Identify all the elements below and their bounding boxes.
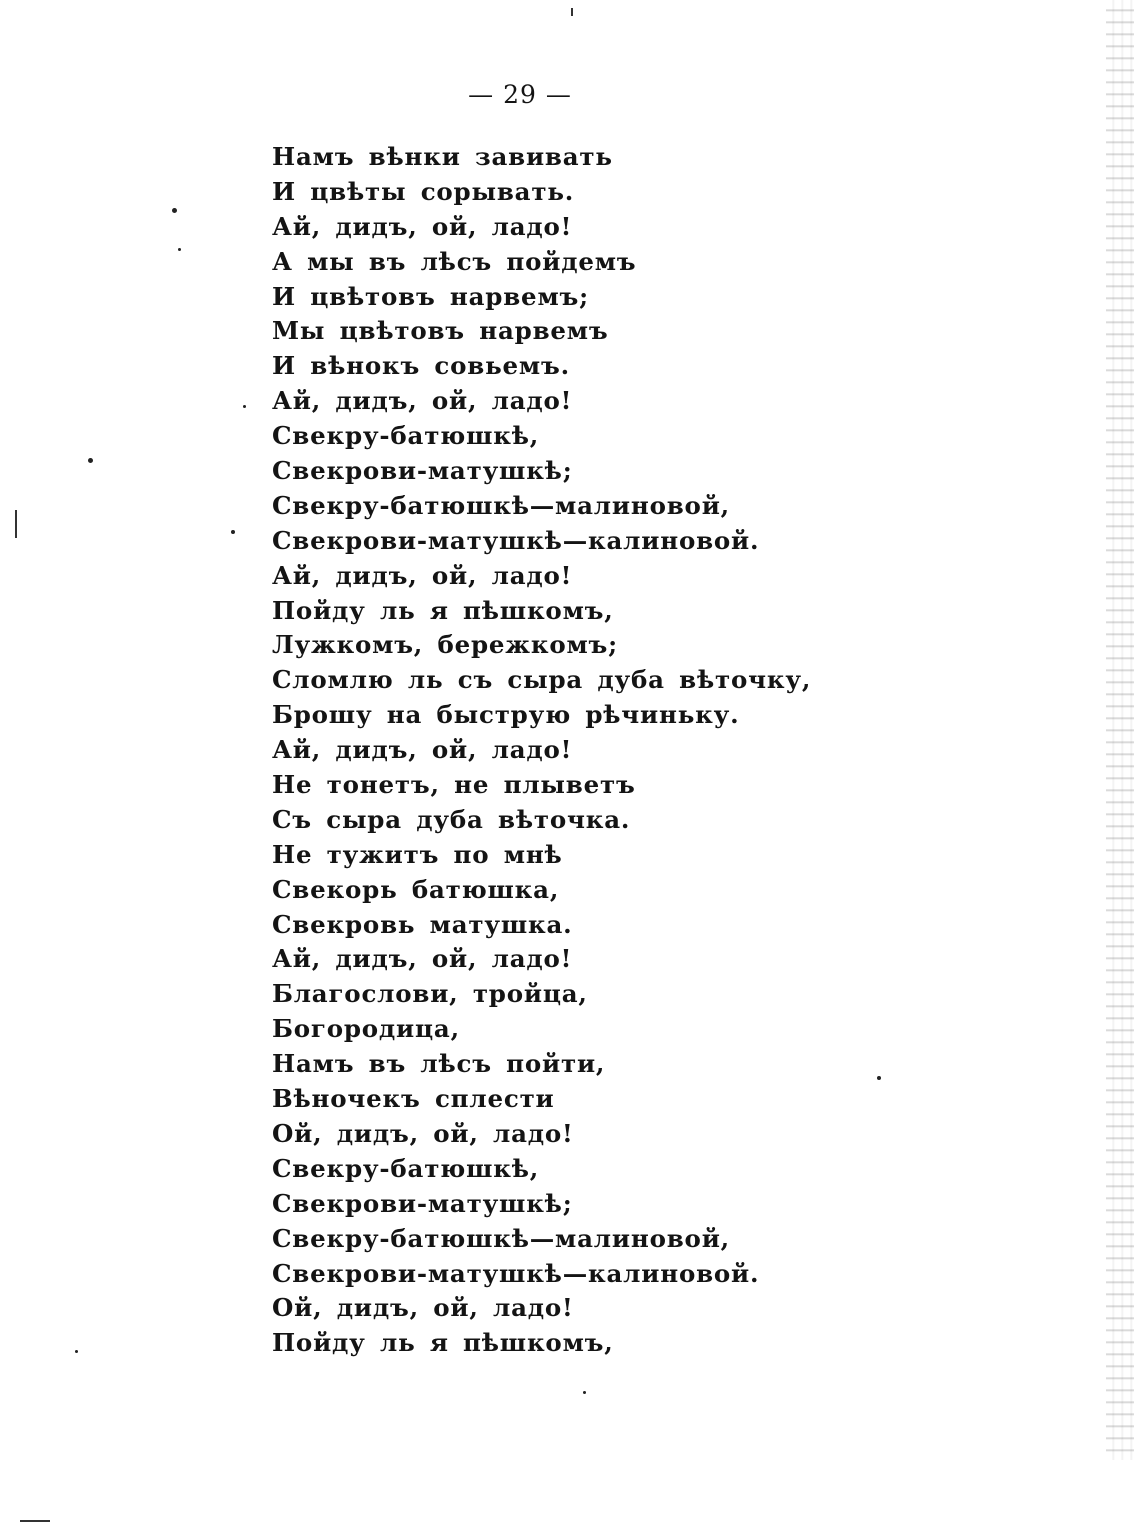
verse-line: Богородица, [272,1014,460,1044]
verse-line: А мы въ лѣсъ пойдемъ [272,246,637,276]
verse-line: Мы цвѣтовъ нарвемъ [272,316,609,346]
verse-line: Брошу на быструю рѣчиньку. [272,700,740,730]
verse-line: Вѣночекъ сплести [272,1084,555,1114]
verse-line: Пойду ль я пѣшкомъ, [272,595,614,625]
scan-mark [20,1520,50,1522]
verse-line: Свекорь батюшка, [272,874,560,904]
verse-line: Ай, дидъ, ой, ладо! [272,944,573,974]
verse-line: Свекрови-матушкѣ; [272,456,573,486]
verse-line: Ай, дидъ, ой, ладо! [272,735,573,765]
verse-line: И вѣнокъ совьемъ. [272,351,570,381]
verse-line: Ой, дидъ, ой, ладо! [272,1118,574,1148]
verse-line: Благослови, тройца, [272,979,588,1009]
page-number: — 29 — [468,80,572,109]
verse-line: Свекру-батюшкѣ, [272,1153,540,1183]
scan-edge-noise [1106,0,1134,1460]
verse-text [272,140,811,1361]
scan-speck [178,248,181,251]
verse-line: Лужкомъ, бережкомъ; [272,630,618,660]
verse-line: Не тонетъ, не плыветъ [272,770,636,800]
scan-mark [571,8,573,16]
verse-line: Свекру-батюшкѣ—малиновой, [272,490,730,520]
verse-line: Сломлю ль съ сыра дуба вѣточку, [272,665,812,695]
verse-line: Ай, дидъ, ой, ладо! [272,211,573,241]
verse-line: Не тужитъ по мнѣ [272,839,563,869]
verse-line: Пойду ль я пѣшкомъ, [272,1328,614,1358]
verse-line: Ой, дидъ, ой, ладо! [272,1293,574,1323]
verse-line: Намъ вѣнки завивать [272,142,613,171]
verse-line: И цвѣты сорывать. [272,176,575,206]
scan-speck [231,530,235,534]
verse-line: Съ сыра дуба вѣточка. [272,804,631,834]
scan-speck [172,208,177,213]
scan-speck [243,405,246,408]
scan-speck [75,1350,78,1353]
verse-line: Намъ въ лѣсъ пойти, [272,1049,606,1079]
scan-mark [15,510,17,538]
scan-speck [877,1076,881,1080]
scan-speck [583,1391,586,1394]
verse-line: Свекру-батюшкѣ, [272,421,540,451]
scan-speck [88,458,93,463]
verse-line: И цвѣтовъ нарвемъ; [272,281,589,311]
verse-line: Свекру-батюшкѣ—малиновой, [272,1223,730,1253]
verse-line: Свекровь матушка. [272,909,573,939]
verse-line: Ай, дидъ, ой, ладо! [272,386,573,416]
verse-line: Свекрови-матушкѣ; [272,1188,573,1218]
verse-line: Свекрови-матушкѣ—калиновой. [272,1258,760,1288]
verse-line: Ай, дидъ, ой, ладо! [272,560,573,590]
verse-line: Свекрови-матушкѣ—калиновой. [272,525,760,555]
